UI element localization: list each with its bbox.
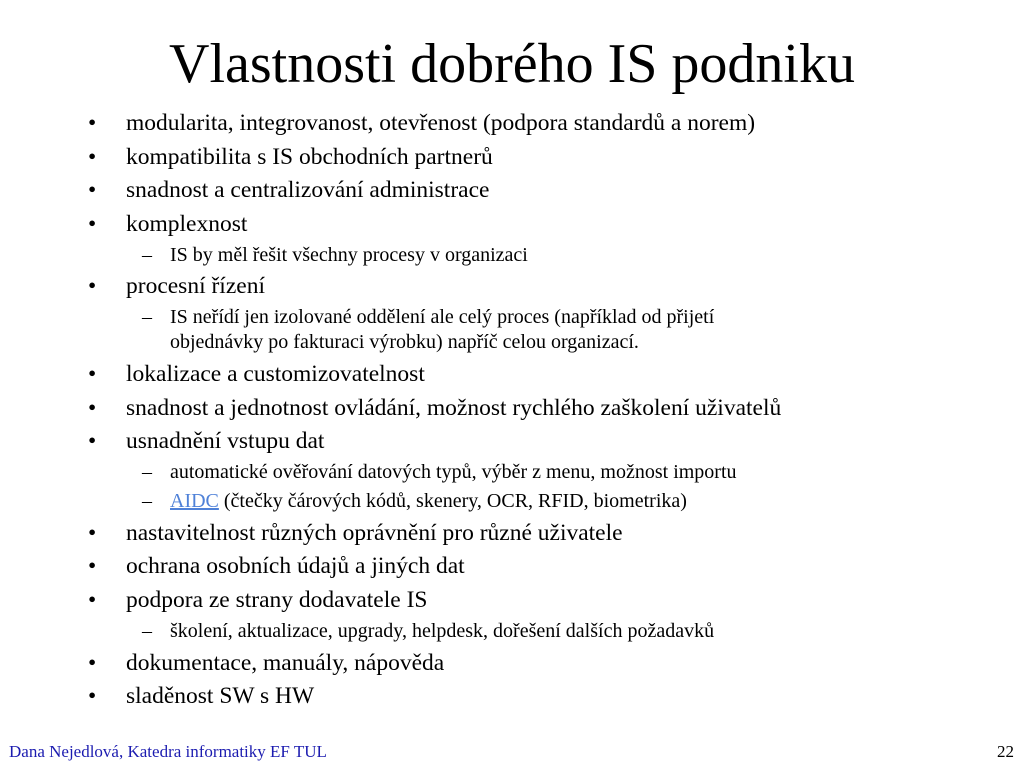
bullet-item bbox=[0, 427, 1024, 456]
bullet-marker: • bbox=[88, 177, 97, 204]
bullet-item bbox=[0, 586, 1024, 615]
bullet-text: IS by měl řešit všechny procesy v organizaci bbox=[170, 243, 528, 266]
bullet-item bbox=[0, 109, 1024, 138]
bullet-item bbox=[0, 272, 1024, 301]
bullet-marker: • bbox=[88, 394, 97, 421]
bullet-marker: • bbox=[88, 649, 97, 676]
aidc-link[interactable]: AIDC bbox=[170, 490, 219, 513]
dash-marker: – bbox=[142, 490, 152, 513]
bullet-text: sladěnost SW s HW bbox=[126, 683, 315, 710]
bullet-marker: • bbox=[88, 110, 97, 136]
bullet-item bbox=[0, 210, 1024, 239]
page-number: 22 bbox=[997, 742, 1014, 761]
sub-bullet-item bbox=[0, 619, 1024, 644]
bullet-item bbox=[0, 176, 1024, 205]
bullet-marker: • bbox=[88, 586, 97, 613]
bullet-marker: • bbox=[88, 683, 97, 710]
bullet-text: usnadnění vstupu dat bbox=[126, 428, 325, 455]
bullet-marker: • bbox=[88, 360, 97, 387]
bullet-marker: • bbox=[88, 519, 97, 546]
sub-bullet-item bbox=[0, 489, 1024, 514]
slide-title: Vlastnosti dobrého IS podniku bbox=[169, 33, 855, 95]
bullet-item bbox=[0, 552, 1024, 581]
bullet-text: podpora ze strany dodavatele IS bbox=[126, 586, 428, 613]
sub-bullet-item bbox=[0, 305, 1024, 355]
sub-bullet-item bbox=[0, 243, 1024, 268]
bullet-text: dokumentace, manuály, nápověda bbox=[126, 649, 445, 676]
dash-marker: – bbox=[142, 619, 152, 642]
bullet-text: nastavitelnost různých oprávnění pro různé uživatele bbox=[126, 519, 623, 546]
bullet-text: modularita, integrovanost, otevřenost (podpora standardů a norem) bbox=[126, 110, 756, 136]
dash-marker: – bbox=[142, 243, 152, 266]
bullet-text: ochrana osobních údajů a jiných dat bbox=[126, 553, 465, 580]
bullet-text: IS neřídí jen izolované oddělení ale celý proces (například od přijetí objednávky po fakturaci výrobku) napříč celou organizací. bbox=[170, 306, 715, 354]
bullet-item bbox=[0, 360, 1024, 389]
bullet-text: kompatibilita s IS obchodních partnerů bbox=[126, 143, 493, 170]
bullet-marker: • bbox=[88, 273, 97, 300]
bullet-item bbox=[0, 649, 1024, 678]
bullet-text-rest: (čtečky čárových kódů, skenery, OCR, RFID, biometrika) bbox=[218, 490, 687, 513]
bullet-text: komplexnost bbox=[126, 210, 248, 237]
bullet-text: školení, aktualizace, upgrady, helpdesk, dořešení dalších požadavků bbox=[170, 619, 715, 642]
bullet-item bbox=[0, 682, 1024, 711]
sub-bullet-item bbox=[0, 460, 1024, 485]
bullet-text: snadnost a centralizování administrace bbox=[126, 177, 490, 204]
bullet-list bbox=[0, 109, 1024, 711]
footer-author: Dana Nejedlová, Katedra informatiky EF TUL bbox=[9, 742, 327, 761]
bullet-item bbox=[0, 519, 1024, 548]
dash-marker: – bbox=[142, 306, 152, 329]
bullet-text: lokalizace a customizovatelnost bbox=[126, 360, 425, 387]
bullet-item bbox=[0, 394, 1024, 423]
bullet-marker: • bbox=[88, 210, 97, 237]
bullet-marker: • bbox=[88, 553, 97, 580]
bullet-marker: • bbox=[88, 428, 97, 455]
bullet-text: procesní řízení bbox=[126, 273, 265, 300]
bullet-text: automatické ověřování datových typů, výběr z menu, možnost importu bbox=[170, 461, 737, 484]
bullet-text: snadnost a jednotnost ovládání, možnost rychlého zaškolení uživatelů bbox=[126, 394, 782, 421]
bullet-text bbox=[170, 489, 1024, 514]
bullet-marker: • bbox=[88, 143, 97, 170]
bullet-item bbox=[0, 143, 1024, 172]
dash-marker: – bbox=[142, 461, 152, 484]
